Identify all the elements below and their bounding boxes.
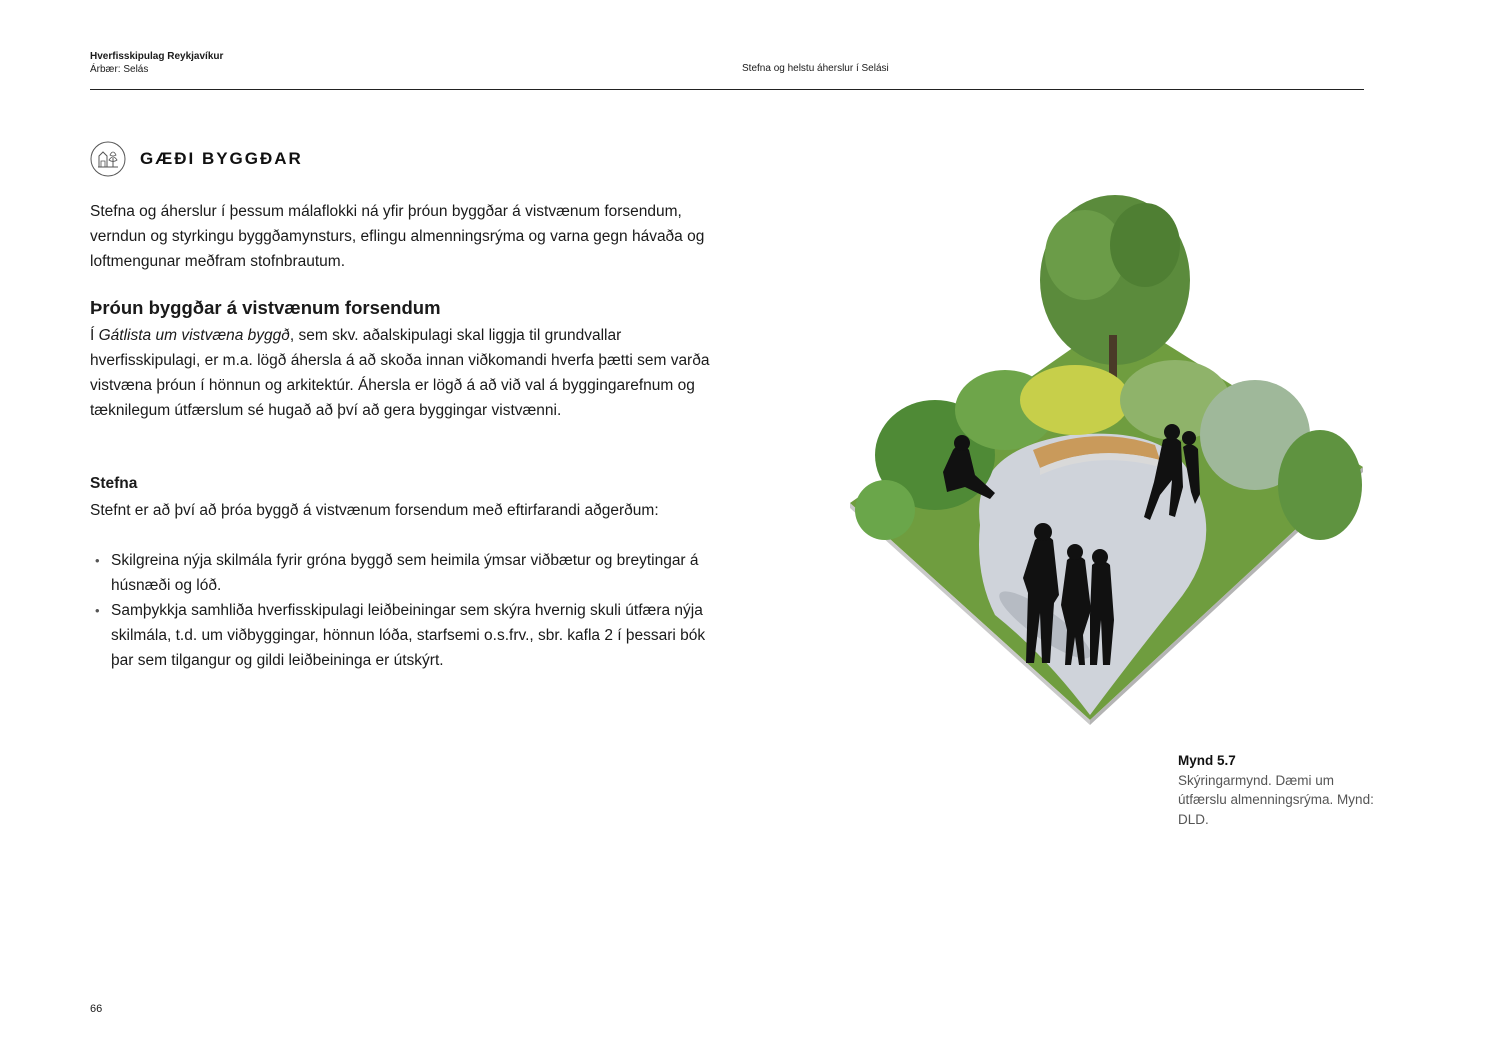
para-rest: , sem skv. aðalskipulagi skal liggja til grundvallar hverfisskipulagi, er m.a. lögð áhersla á að skoða innan viðkomandi hverfa þætti sem varða vistvæna þróun í hönnun og arkitektúr. Áhersla er lögð á að við val á byggingarefnum og tæknilegum útfærslum sé hugað að því að gera byggingar vistvænni. xyxy=(90,327,710,419)
public-space-illustration xyxy=(845,185,1370,725)
figure-caption-text: Skýringarmynd. Dæmi um útfærslu almenningsrýma. Mynd: DLD. xyxy=(1178,772,1374,827)
person-head xyxy=(1067,544,1083,560)
stefna-heading: Stefna xyxy=(90,475,138,492)
figure-caption xyxy=(1178,751,1378,829)
chapter-header: Stefna og helstu áherslur í Selási xyxy=(742,63,889,74)
tree-canopy xyxy=(1110,203,1180,287)
checklist-title: Gátlista um vistvæna byggð xyxy=(98,327,290,344)
subsection-paragraph xyxy=(90,323,720,423)
section-title: GÆÐI BYGGÐAR xyxy=(140,149,303,168)
person-head xyxy=(954,435,970,451)
person-head xyxy=(1182,431,1196,445)
document-title: Hverfisskipulag Reykjavíkur xyxy=(90,51,224,62)
shrub xyxy=(855,480,915,540)
action-list xyxy=(90,548,730,673)
person-head xyxy=(1092,549,1108,565)
page-number: 66 xyxy=(90,1003,103,1015)
person-head xyxy=(1034,523,1052,541)
header-rule xyxy=(90,89,1364,90)
person-head xyxy=(1164,424,1180,440)
running-header xyxy=(90,50,223,76)
section-heading xyxy=(90,141,303,177)
list-item: • Samþykkja samhliða hverfisskipulagi leiðbeiningar sem skýra hvernig skuli útfæra nýja skilmála, t.d. um viðbyggingar, hönnun lóða, starfsemi o.s.frv., sbr. kafla 2 í þessari bók þar sem tilgangur og gildi leiðbeininga er útskýrt. xyxy=(90,598,730,673)
para-prefix: Í xyxy=(90,327,99,344)
intro-paragraph: Stefna og áherslur í þessum málaflokki ná yfir þróun byggðar á vistvænum forsendum, verndun og styrkingu byggðamynsturs, eflingu almenningsrýma og varna gegn hávaða og loftmengunar meðfram stofnbrautum. xyxy=(90,203,705,270)
subsection-heading: Þróun byggðar á vistvænum forsendum xyxy=(90,297,441,318)
figure-label: Mynd 5.7 xyxy=(1178,753,1236,768)
list-item: • Skilgreina nýja skilmála fyrir gróna byggð sem heimila ýmsar viðbætur og breytingar á húsnæði og lóð. xyxy=(90,548,730,598)
document-subtitle: Árbær: Selás xyxy=(90,64,149,75)
flowering-shrub xyxy=(1020,365,1130,435)
stefna-lead: Stefnt er að því að þróa byggð á vistvænum forsendum með eftirfarandi aðgerðum: xyxy=(90,502,659,519)
building-tree-emblem-icon xyxy=(90,141,126,177)
shrub xyxy=(1278,430,1362,540)
